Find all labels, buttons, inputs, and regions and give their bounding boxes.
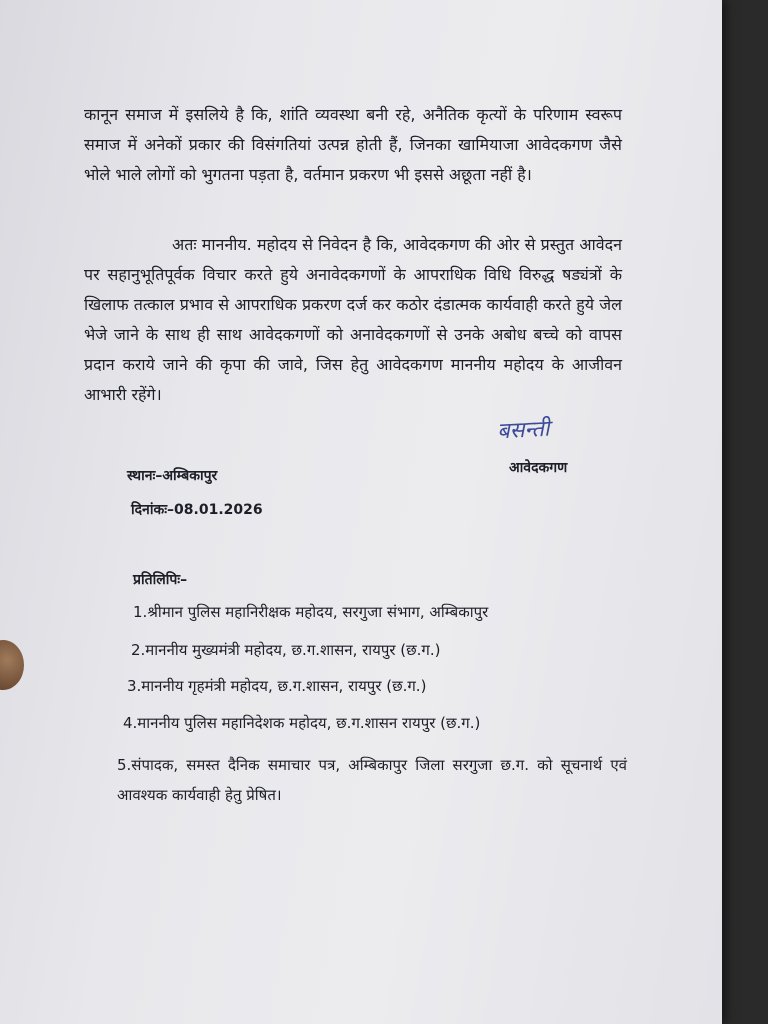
body-paragraph-2: अतः माननीय. महोदय से निवेदन है कि, आवेदकगण की ओर से प्रस्तुत आवेदन पर सहानुभूतिपूर्वक विचार करते हुये अनावेदकगणों के आपराधिक विधि विरुद्ध षड्यंत्रों के खिलाफ तत्काल प्रभाव से आपराधिक प्रकरण दर्ज कर कठोर दंडात्मक कार्यवाही करते हुये जेल भेजे जाने के साथ ही साथ आवेदकगणों को अनावेदकगणों से उनके अबोध बच्चे को वापस प्रदान कराये जाने की कृपा की जावे, जिस हेतु आवेदकगण माननीय महोदय के आजीवन आभारी रहेंगे। — [84, 235, 622, 404]
copy-recipient-1: 1.श्रीमान पुलिस महानिरीक्षक महोदय, सरगुजा संभाग, अम्बिकापुर — [133, 603, 489, 621]
place-line: स्थानः–अम्बिकापुर — [127, 468, 218, 484]
copy-recipient-4: 4.माननीय पुलिस महानिदेशक महोदय, छ.ग.शासन रायपुर (छ.ग.) — [123, 714, 481, 732]
copy-recipient-3: 3.माननीय गृहमंत्री महोदय, छ.ग.शासन, रायपुर (छ.ग.) — [127, 677, 427, 695]
copy-heading: प्रतिलिपिः– — [133, 572, 188, 588]
body-paragraph-1: कानून समाज में इसलिये है कि, शांति व्यवस्था बनी रहे, अनैतिक कृत्यों के परिणाम स्वरूप समाज में अनेकों प्रकार की विसंगतियां उत्पन्न होती हैं, जिनका खामियाजा आवेदकगण जैसे भोले भाले लोगों को भुगतना पड़ता है, वर्तमान प्रकरण भी इससे अछूता नहीं है। — [84, 105, 622, 184]
copy-recipient-5: 5.संपादक, समस्त दैनिक समाचार पत्र, अम्बिकापुर जिला सरगुजा छ.ग. को सूचनार्थ एवं आवश्यक कार्यवाही हेतु प्रेषित। — [117, 756, 627, 804]
copy-recipient-2: 2.माननीय मुख्यमंत्री महोदय, छ.ग.शासन, रायपुर (छ.ग.) — [131, 641, 441, 659]
date-line: दिनांकः–08.01.2026 — [131, 502, 263, 518]
applicant-label: आवेदकगण — [509, 460, 568, 476]
applicant-signature: बसन्ती — [496, 416, 551, 445]
